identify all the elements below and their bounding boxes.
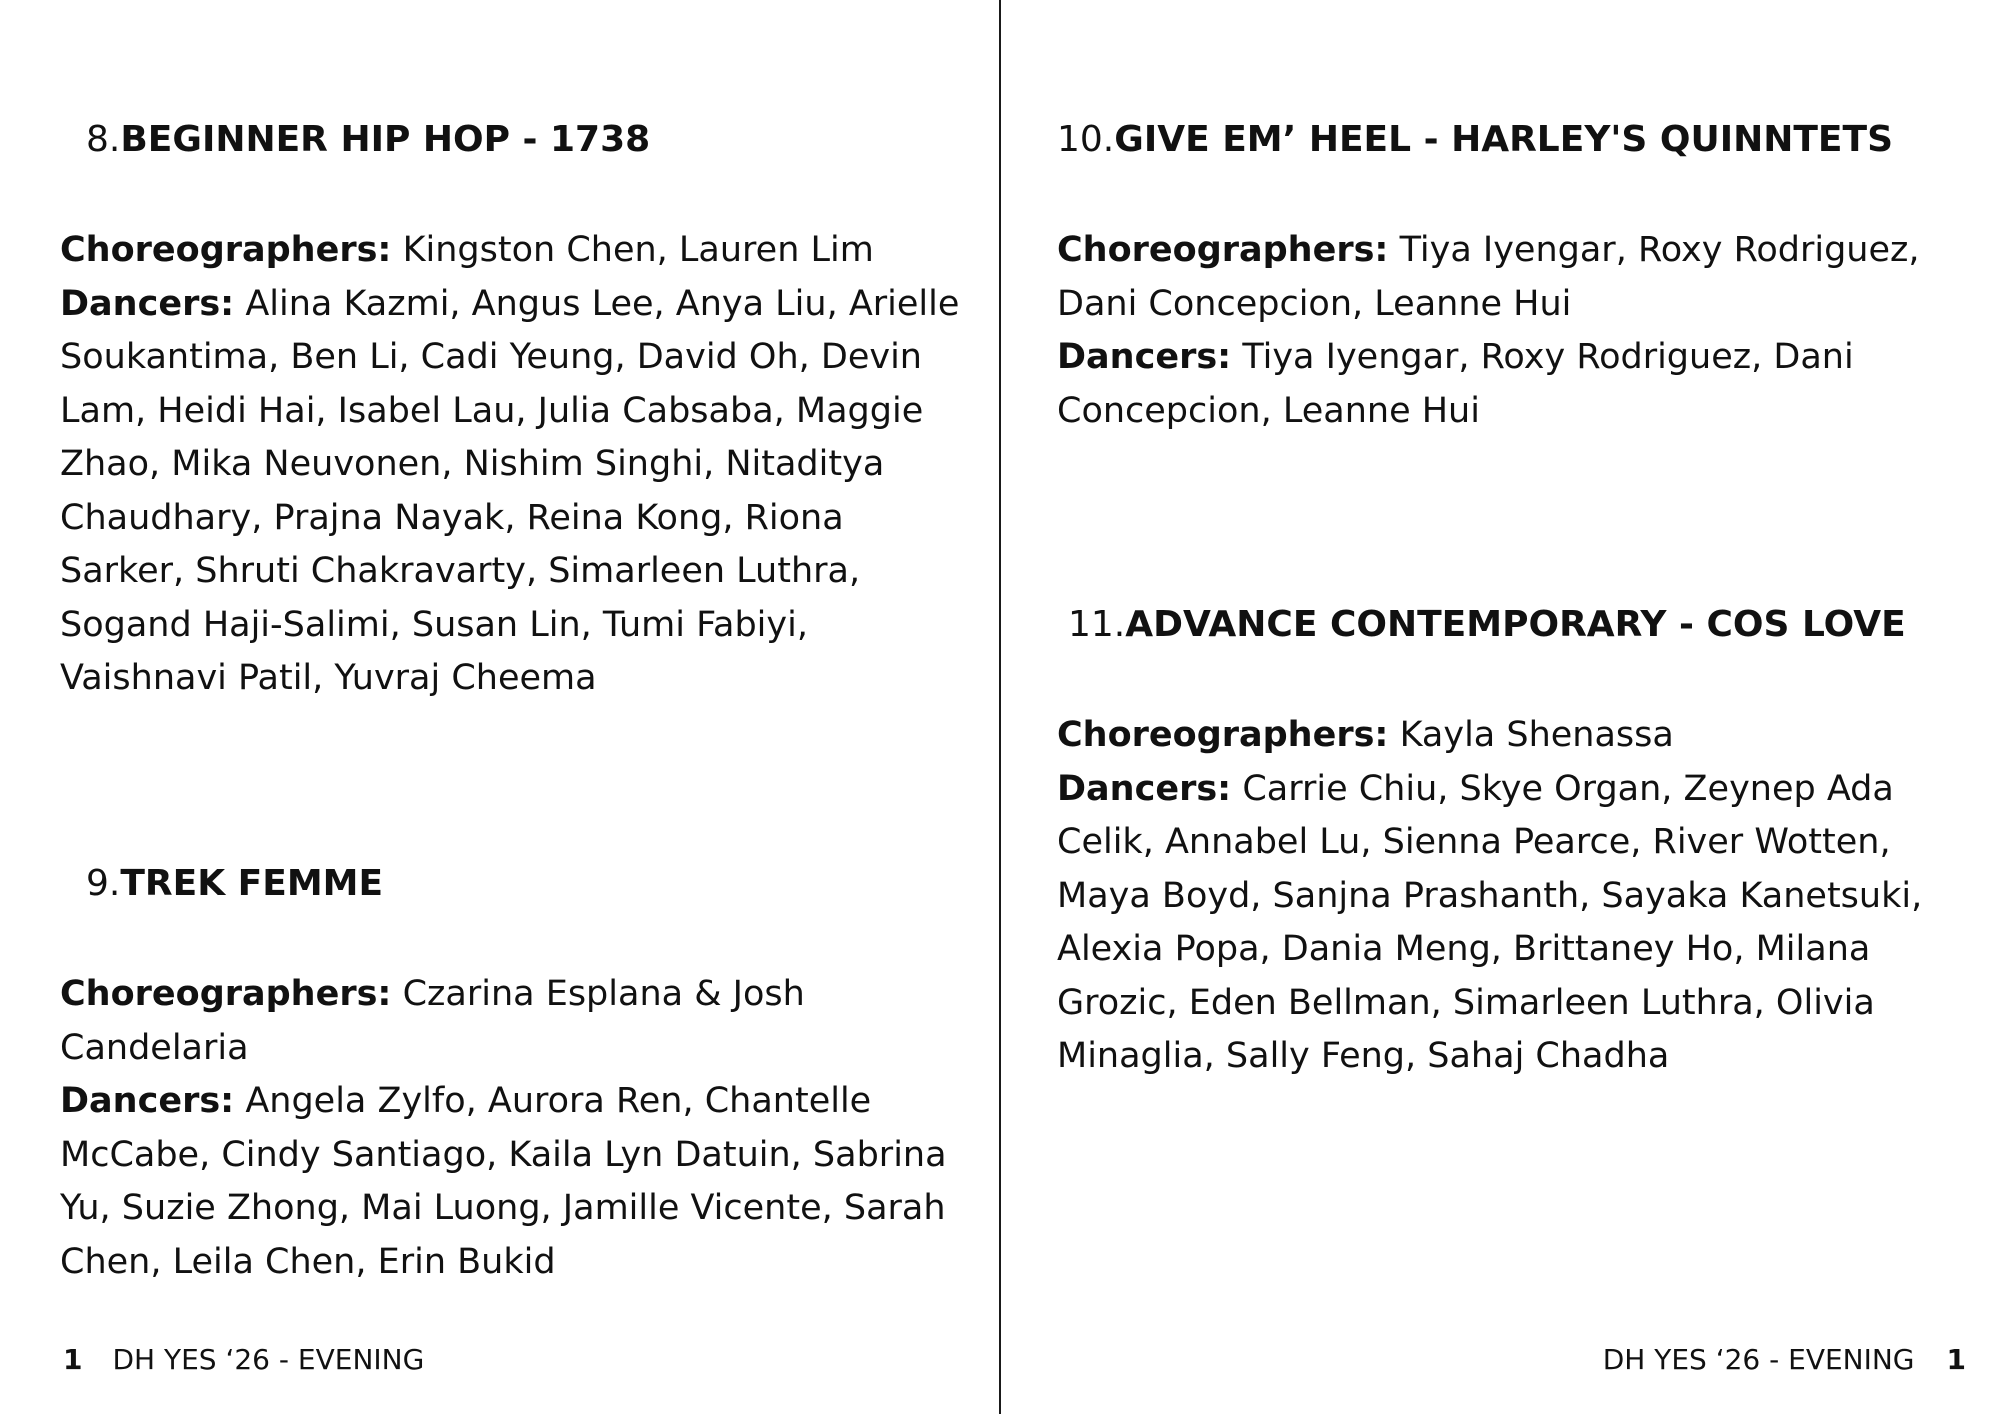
choreographers-line: [1057, 709, 1957, 763]
entry-number: 11.: [1068, 604, 1126, 645]
dancers-line: [1057, 331, 1957, 438]
choreographers-line: [60, 968, 960, 1075]
entry-number: 9.: [86, 863, 121, 904]
dancers-label: Dancers:: [60, 1081, 235, 1121]
choreographers-names: Tiya Iyengar, Roxy Rodriguez, Dani Concepcion, Leanne Hui: [1057, 230, 1920, 324]
program-entry-10: [1057, 118, 1957, 438]
dancers-names: Angela Zylfo, Aurora Ren, Chantelle McCabe, Cindy Santiago, Kaila Lyn Datuin, Sabrina Yu, Suzie Zhong, Mai Luong, Jamille Vicente, Sarah Chen, Leila Chen, Erin Bukid: [60, 1081, 947, 1282]
dancers-label: Dancers:: [60, 283, 235, 324]
entry-title-text: ADVANCE CONTEMPORARY - COS LOVE: [1125, 604, 1906, 645]
dancers-line: [60, 1075, 960, 1289]
choreographers-names: Kingston Chen, Lauren Lim: [402, 230, 874, 270]
choreographers-names: Kayla Shenassa: [1399, 715, 1674, 755]
entry-credits: [1057, 709, 1957, 1084]
dancers-label: Dancers:: [1057, 768, 1232, 809]
entry-title: [1057, 603, 1957, 647]
entry-credits: [60, 224, 960, 706]
entry-credits: [60, 968, 960, 1289]
program-entry-9: [60, 862, 960, 1289]
choreographers-label: Choreographers:: [60, 230, 392, 270]
entry-title: [1057, 118, 1957, 162]
dancers-names: Tiya Iyengar, Roxy Rodriguez, Dani Concepcion, Leanne Hui: [1057, 337, 1854, 431]
entry-title: [60, 862, 960, 906]
entry-number: 10.: [1057, 119, 1115, 160]
entry-credits: [1057, 224, 1957, 438]
dancers-names: Alina Kazmi, Angus Lee, Anya Liu, Arielle Soukantima, Ben Li, Cadi Yeung, David Oh, Devin Lam, Heidi Hai, Isabel Lau, Julia Cabsaba, Maggie Zhao, Mika Neuvonen, Nishim Singhi, Nitaditya Chaudhary, Prajna Nayak, Reina Kong, Riona Sarker, Shruti Chakravarty, Simarleen Luthra, Sogand Haji-Salimi, Susan Lin, Tumi Fabiyi, Vaishnavi Patil, Yuvraj Cheema: [60, 283, 960, 698]
choreographers-names: Czarina Esplana & Josh Candelaria: [60, 974, 805, 1068]
page-number: 1: [63, 1343, 83, 1376]
entry-title-text: TREK FEMME: [120, 863, 384, 904]
choreographers-label: Choreographers:: [60, 974, 392, 1014]
footer-label: DH YES ‘26 - EVENING: [112, 1343, 425, 1376]
program-entry-11: [1057, 603, 1957, 1084]
page-number: 1: [1946, 1343, 1966, 1376]
choreographers-label: Choreographers:: [1057, 715, 1389, 755]
choreographers-line: [1057, 224, 1957, 331]
dancers-label: Dancers:: [1057, 337, 1232, 377]
program-entry-8: [60, 118, 960, 706]
right-page: [1001, 0, 2000, 1414]
entry-title-text: GIVE EM’ HEEL - HARLEY'S QUINNTETS: [1114, 119, 1893, 160]
entry-title-text: BEGINNER HIP HOP - 1738: [120, 119, 651, 160]
dancers-line: [1057, 763, 1957, 1084]
entry-title: [60, 118, 960, 162]
choreographers-label: Choreographers:: [1057, 230, 1389, 270]
page-footer: [63, 1342, 424, 1378]
footer-label: DH YES ‘26 - EVENING: [1602, 1343, 1915, 1376]
page-footer: [1603, 1342, 1966, 1378]
entry-number: 8.: [86, 119, 121, 160]
choreographers-line: [60, 224, 960, 278]
dancers-names: Carrie Chiu, Skye Organ, Zeynep Ada Celik, Annabel Lu, Sienna Pearce, River Wotten, Maya Boyd, Sanjna Prashanth, Sayaka Kanetsuki, Alexia Popa, Dania Meng, Brittaney Ho, Milana Grozic, Eden Bellman, Simarleen Luthra, Olivia Minaglia, Sally Feng, Sahaj Chadha: [1057, 768, 1923, 1076]
dancers-line: [60, 278, 960, 706]
